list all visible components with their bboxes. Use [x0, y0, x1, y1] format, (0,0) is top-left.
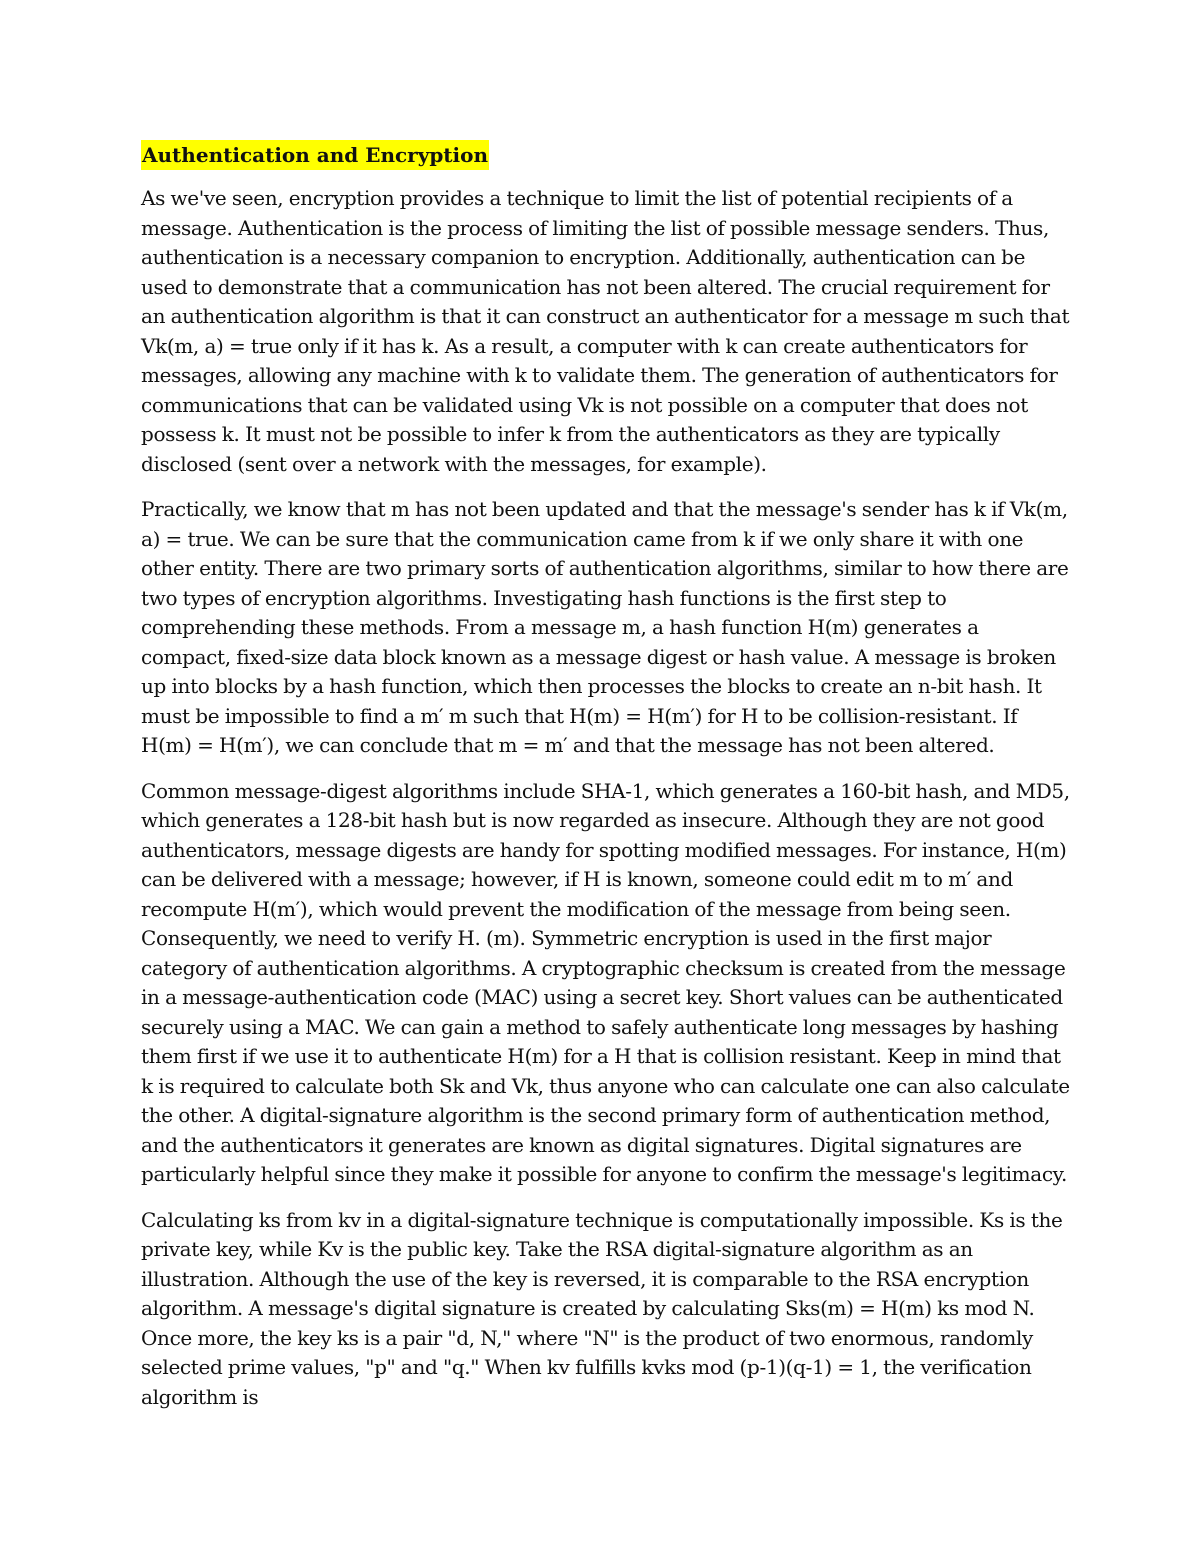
document-page [141, 140, 1071, 1428]
document-heading: Authentication and Encryption [141, 140, 489, 170]
paragraph-1: As we've seen, encryption provides a technique to limit the list of potential recipients of a message. Authentication is the process of limiting the list of possible message senders. Thus, authentication is a necessary companion to encryption. Additionally, authentication can be used to demonstrate that a communication has not been altered. The crucial requirement for an authentication algorithm is that it can construct an authenticator for a message m such that Vk(m, a) = true only if it has k. As a result, a computer with k can create authenticators for messages, allowing any machine with k to validate them. The generation of authenticators for communications that can be validated using Vk is not possible on a computer that does not possess k. It must not be possible to infer k from the authenticators as they are typically disclosed (sent over a network with the messages, for example). [141, 186, 1070, 476]
paragraph-2: Practically, we know that m has not been updated and that the message's sender has k if Vk(m, a) = true. We can be sure that the communication came from k if we only share it with one other entity. There are two primary sorts of authentication algorithms, similar to how there are two types of encryption algorithms. Investigating hash functions is the first step to comprehending these methods. From a message m, a hash function H(m) generates a compact, fixed-size data block known as a message digest or hash value. A message is broken up into blocks by a hash function, which then processes the blocks to create an n-bit hash. It must be impossible to find a m′ m such that H(m) = H(m′) for H to be collision-resistant. If H(m) = H(m′), we can conclude that m = m′ and that the message has not been altered. [141, 497, 1069, 757]
paragraph-3: Common message-digest algorithms include SHA-1, which generates a 160-bit hash, and MD5, which generates a 128-bit hash but is now regarded as insecure. Although they are not good authenticators, message digests are handy for spotting modified messages. For instance, H(m) can be delivered with a message; however, if H is known, someone could edit m to m′ and recompute H(m′), which would prevent the modification of the message from being seen. Consequently, we need to verify H. (m). Symmetric encryption is used in the first major category of authentication algorithms. A cryptographic checksum is created from the message in a message-authentication code (MAC) using a secret key. Short values can be authenticated securely using a MAC. We can gain a method to safely authenticate long messages by hashing them first if we use it to authenticate H(m) for a H that is collision resistant. Keep in mind that k is required to calculate both Sk and Vk, thus anyone who can calculate one can also calculate the other. A digital-signature algorithm is the second primary form of authentication method, and the authenticators it generates are known as digital signatures. Digital signatures are particularly helpful since they make it possible for anyone to confirm the message's legitimacy. [141, 778, 1070, 1186]
paragraph-4: Calculating ks from kv in a digital-signature technique is computationally impossible. Ks is the private key, while Kv is the public key. Take the RSA digital-signature algorithm as an illustration. Although the use of the key is reversed, it is comparable to the RSA encryption algorithm. A message's digital signature is created by calculating Sks(m) = H(m) ks mod N. Once more, the key ks is a pair "d, N," where "N" is the product of two enormous, randomly selected prime values, "p" and "q." When kv fulfills kvks mod (p-1)(q-1) = 1, the verification algorithm is [141, 1207, 1063, 1409]
